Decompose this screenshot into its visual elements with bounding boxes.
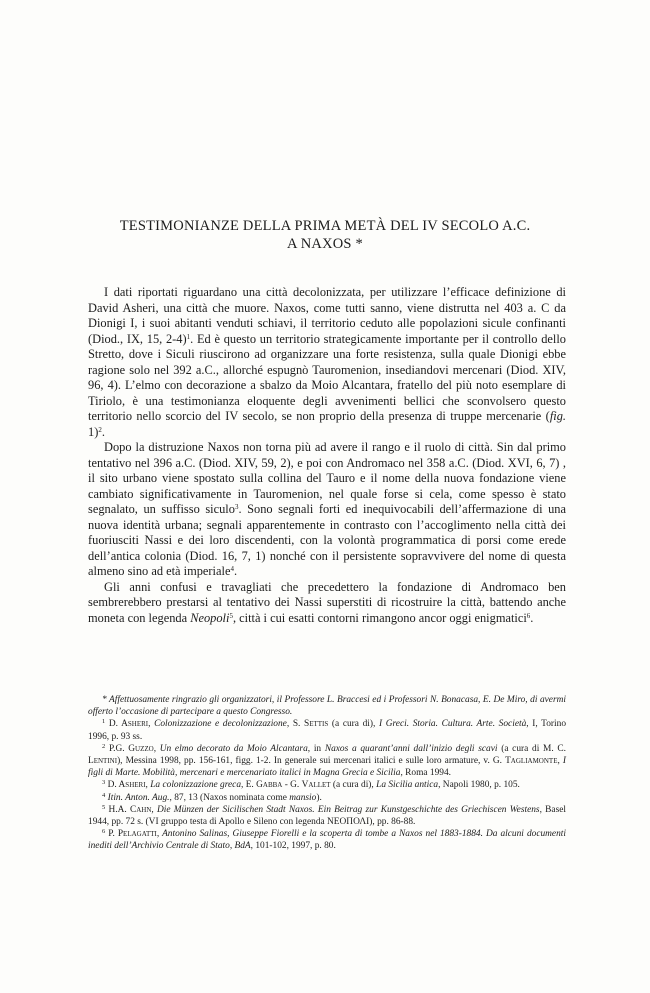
footnote-ref-2[interactable]: 2 <box>98 425 102 434</box>
footnote-4-text: , 87, 13 (Naxos nominata come <box>169 792 290 803</box>
paragraph-3-text-c: . <box>530 610 534 625</box>
footnote-1-text: , I, Torino 1996, p. 93 ss. <box>88 719 567 742</box>
footnote-2-text: ), Messina 1998, pp. 156-161, figg. 1-2. In generale sui mercenari italici e sulle loro armature, v. G. <box>117 756 506 767</box>
footnote-1-text: (a cura di), <box>328 719 379 730</box>
footnote-1-text: , S. <box>286 719 305 730</box>
footnote-1-author: D. Asheri <box>108 719 149 730</box>
footnote-6 <box>88 828 566 852</box>
footnote-6-text: , <box>229 841 235 852</box>
coin-legend: Neopoli <box>190 610 230 625</box>
paragraph-1-text-b: . Ed è questo un territorio strategicamente importante per il controllo dello Stretto, dove i Siculi riuscirono ad organizzare una forte resistenza, sulla quale Dionigi ebbe ragione solo nel 392 a.C., allorché espugnò Tauromenion, insediandovi mercenari (Diod. XIV, 96, 4). L’elmo con decorazione a sbalzo da Moio Alcantara, fratello del più noto esemplare di Tiriolo, è una testimonianza eloquente degli avvenimenti bellici che sconvolsero questo territorio nello scorcio del IV secolo, se non proprio della presenza di truppe mercenarie ( <box>88 331 566 423</box>
footnote-2-book: Naxos a quarant’anni dall’inizio degli scavi <box>324 743 498 754</box>
footnote-3-text: (a cura di), <box>330 780 377 791</box>
footnote-2 <box>88 743 566 780</box>
paragraph-2 <box>88 440 566 580</box>
footnote-2-book-2: I figli di Marte. Mobilità, mercenari e mercenariato italici in Magna Grecia e Sicilia <box>88 756 566 779</box>
footnote-star-text: * Affettuosamente ringrazio gli organizzatori, il Professore L. Braccesi ed i Professori N. Bonacasa, E. De Miro, di avermi offerto l’occasione di partecipare a questo Congresso. <box>88 695 566 718</box>
footnote-6-journal: BdA <box>234 841 251 852</box>
paragraph-2-text-c: . <box>233 564 238 578</box>
footnote-6-number: 6 <box>102 828 106 836</box>
footnote-5-number: 5 <box>102 803 106 811</box>
footnotes <box>88 694 566 853</box>
footnote-ref-6[interactable]: 6 <box>526 611 531 620</box>
footnote-2-number: 2 <box>102 742 106 750</box>
footnote-4-title: Itin. Anton. Aug. <box>107 792 170 803</box>
footnote-ref-5[interactable]: 5 <box>229 611 233 620</box>
footnote-6-author: P. Pelagatti <box>108 829 157 840</box>
footnote-2-text: , in <box>307 743 325 754</box>
footnote-3-book: La Sicilia antica <box>376 780 439 791</box>
footnote-4-number: 4 <box>102 791 106 799</box>
paragraph-3-text-a: Gli anni confusi e travagliati che precedettero la fondazione di Andromaco ben sembrerebbero prestarsi al tentativo dei Nassi superstiti di ricostruire la città, battendo anche moneta con legenda <box>88 579 566 625</box>
footnote-3-author: D. Asheri <box>107 780 146 791</box>
paragraph-1 <box>88 285 566 440</box>
paragraph-2-text-a: Dopo la distruzione Naxos non torna più ad avere il rango e il ruolo di città. Sin dal primo tentativo nel 396 a.C. (Diod. XIV, 59, 2), e poi con Andromaco nel 358 a.C. (Diod. XVI, 6, 7) , il sito urbano viene spostato sulla collina del Tauro e il nome della nuova fondazione viene cambiato significativamente in Tauromenion, nel quale forse si cela, come spesso è stato segnalato, un suffisso siculo <box>88 440 566 516</box>
footnote-5-text: , Basel 1944, pp. 72 s. (VI gruppo testa di Apollo e Sileno con legenda ΝΕΟΠΟΛΙ), pp. 86-88. <box>88 804 566 828</box>
footnote-3-text: - G. <box>282 780 302 791</box>
title-line-1: TESTIMONIANZE DELLA PRIMA METÀ DEL IV SECOLO A.C. <box>119 218 531 234</box>
footnote-3-title: , La colonizzazione greca <box>145 780 242 791</box>
footnote-1-title: , Colonizzazione e decolonizzazione <box>148 719 287 730</box>
footnote-5 <box>88 804 566 828</box>
footnote-2-text: (a cura di M. C. <box>497 743 566 754</box>
footnote-ref-3[interactable]: 3 <box>234 503 239 511</box>
paragraph-1-text-a: I dati riportati riguardano una città decolonizzata, per utilizzare l’efficace definizione di David Asheri, una città che muore. Naxos, come tutti sanno, viene distrutta nel 403 a. C da Dionigi I, i suoi abitanti venduti schiavi, il territorio ceduto alle popolazioni sicule confinanti (Diod., IX, 15, 2-4) <box>88 285 566 346</box>
footnote-2-author-2: Tagliamonte <box>505 756 558 767</box>
footnote-ref-1[interactable]: 1 <box>186 332 191 341</box>
footnote-1-number: 1 <box>102 718 106 726</box>
footnote-5-author: H.A. Cahn <box>108 804 152 815</box>
footnote-3-text: , Napoli 1980, p. 105. <box>438 780 520 791</box>
paragraph-1-text-c: 1) <box>88 424 99 439</box>
body-text <box>88 285 566 626</box>
footnote-4 <box>88 792 566 804</box>
footnote-4-text: ). <box>316 792 322 803</box>
title-line-2: A NAXOS * <box>287 236 363 252</box>
footnote-2-text: , <box>557 756 563 767</box>
footnote-3-editor-2: Vallet <box>301 780 331 791</box>
paragraph-2-text-b: . Sono segnali forti ed inequivocabili dell’affermazione di una nuova identità urbana; segnali apparentemente in contrasto con l’accoglimento nella città dei fuoriusciti Nassi e dei loro discendenti, con la volontà programmatica di porsi come erede dell’antica colonia (Diod. 16, 7, 1) nonché con il persistente sopravvivere del nome di questa almeno sino ad età imperiale <box>88 502 566 578</box>
footnote-2-title: , Un elmo decorato da Moio Alcantara <box>153 743 308 754</box>
footnote-5-title: , Die Münzen der Sicilischen Stadt Naxos. Ein Beitrag zur Kunstgeschichte des Griechiscen Westens <box>151 804 540 815</box>
paragraph-3-text-b: , città i cui esatti contorni rimangono ancor oggi enigmatici <box>232 610 527 625</box>
footnote-2-text: , Roma 1994. <box>400 768 451 779</box>
footnote-1-editor: Settis <box>304 719 329 730</box>
footnote-6-text: , 101-102, 1997, p. 80. <box>250 841 336 852</box>
footnote-1 <box>88 718 566 742</box>
footnote-3-text: , E. <box>241 780 257 791</box>
footnote-star <box>88 694 566 718</box>
paragraph-1-text-d: . <box>101 424 105 439</box>
footnote-6-title: , Antonino Salinas, Giuseppe Fiorelli e la scoperta di tombe a Naxos nel 1883-1884. Da alcuni documenti inediti dell’Archivio Centrale di Stato <box>88 829 566 852</box>
footnote-3-editor-1: Gabba <box>256 780 283 791</box>
footnote-2-author: P.G. Guzzo <box>108 743 154 754</box>
figure-ref[interactable]: fig. <box>549 409 566 423</box>
footnote-2-editor: Lentini <box>88 756 118 767</box>
footnote-3 <box>88 779 566 791</box>
paragraph-3 <box>88 580 566 627</box>
footnote-3-number: 3 <box>102 779 106 787</box>
footnote-4-term: mansio <box>289 792 317 803</box>
footnote-ref-4[interactable]: 4 <box>230 565 234 573</box>
article-title <box>40 217 610 253</box>
footnote-1-book: I Greci. Storia. Cultura. Arte. Società <box>378 719 527 730</box>
